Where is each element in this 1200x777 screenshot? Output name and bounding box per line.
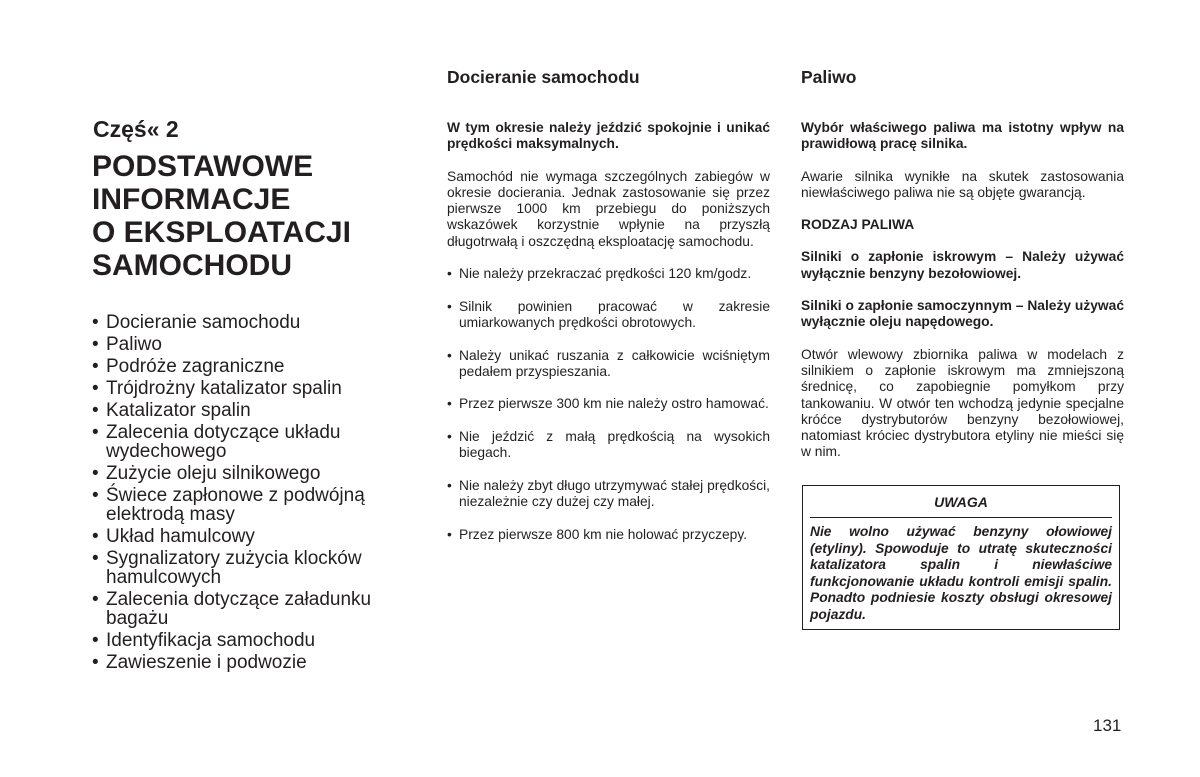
section-heading-break-in: Docieranie samochodu <box>447 67 640 87</box>
break-in-bullets <box>447 266 770 543</box>
chapter-title-line: SAMOCHODU <box>92 249 292 282</box>
part-label: Częś« 2 <box>93 116 179 142</box>
break-in-intro: Samochód nie wymaga szczególnych zabiegów w okresie docierania. Jednak zastosowanie się przez pierwsze 1000 km przebiegu do poniższych wskazówek korzystnie wpłynie na przyszłą długotrwałą i oszczędną eksploatację samochodu. <box>447 168 770 249</box>
break-in-lead: W tym okresie należy jeździć spokojnie i unikać prędkości maksymalnych. <box>447 120 770 152</box>
fuel-content <box>801 120 1124 477</box>
warning-divider <box>810 517 1112 518</box>
toc-item: • Zalecenia dotyczące układu wydechowego <box>92 423 361 461</box>
table-of-contents <box>92 313 422 675</box>
toc-item: • Zużycie oleju silnikowego <box>92 464 422 483</box>
bullet-item: • Nie jeździć z małą prędkością na wysokich biegach. <box>447 429 770 462</box>
bullet-item: • Nie należy zbyt długo utrzymywać stałej prędkości, niezależnie czy dużej czy małej. <box>447 478 770 511</box>
toc-item: • Docieranie samochodu <box>92 313 422 332</box>
bullet-item: • Należy unikać ruszania z całkowicie wciśniętym pedałem przyspieszania. <box>447 348 770 381</box>
fuel-spark-ignition: Silniki o zapłonie iskrowym – Należy używać wyłącznie benzyny bezołowiowej. <box>801 249 1124 281</box>
warning-title: UWAGA <box>934 494 988 510</box>
toc-item: • Sygnalizatory zużycia klocków hamulcowych <box>92 549 381 587</box>
toc-item: • Zawieszenie i podwozie <box>92 653 422 672</box>
toc-item: • Podróże zagraniczne <box>92 357 422 376</box>
break-in-content <box>447 120 770 559</box>
toc-item: • Paliwo <box>92 335 422 354</box>
fuel-compression-ignition: Silniki o zapłonie samoczynnym – Należy używać wyłącznie oleju napędowego. <box>801 298 1124 330</box>
chapter-title-line: O EKSPLOATACJI <box>92 216 351 249</box>
fuel-warranty-note: Awarie silnika wynikłe na skutek zastosowania niewłaściwego paliwa nie są objęte gwarancją. <box>801 168 1124 200</box>
fuel-type-heading: RODZAJ PALIWA <box>801 217 915 233</box>
fuel-filler-note: Otwór wlewowy zbiornika paliwa w modelach z silnikiem o zapłonie iskrowym ma zmniejszoną średnicę, co zapobiegnie pomyłkom przy tankowaniu. W otwór ten wchodzą jedynie specjalne króćce dystrybutorów benzyny bezołowiowej, natomiast króciec dystrybutora etyliny nie mieści się w nim. <box>801 346 1124 460</box>
toc-item: • Trójdrożny katalizator spalin <box>92 379 422 398</box>
fuel-lead: Wybór właściwego paliwa ma istotny wpływ na prawidłową pracę silnika. <box>801 120 1124 152</box>
toc-item: • Świece zapłonowe z podwójną elektrodą masy <box>92 486 381 524</box>
chapter-title <box>92 150 422 282</box>
chapter-title-line: PODSTAWOWE <box>92 150 314 183</box>
toc-item: • Katalizator spalin <box>92 401 422 420</box>
bullet-item: • Nie należy przekraczać prędkości 120 km/godz. <box>447 266 770 282</box>
bullet-item: • Przez pierwsze 300 km nie należy ostro hamować. <box>447 396 770 412</box>
bullet-item: • Przez pierwsze 800 km nie holować przyczepy. <box>447 527 770 543</box>
page-number: 131 <box>1093 716 1122 735</box>
warning-text: Nie wolno używać benzyny ołowiowej (etyliny). Spowoduje to utratę skuteczności katalizatora spalin i niewłaściwe funkcjonowanie układu kontroli emisji spalin. Ponadto podniesie koszty obsługi okresowej pojazdu. <box>810 524 1112 622</box>
chapter-title-line: INFORMACJE <box>92 183 291 216</box>
toc-item: • Układ hamulcowy <box>92 527 422 546</box>
warning-box <box>802 485 1120 630</box>
section-heading-fuel: Paliwo <box>801 67 857 87</box>
toc-item: • Zalecenia dotyczące załadunku bagażu <box>92 590 396 628</box>
toc-item: • Identyfikacja samochodu <box>92 631 422 650</box>
bullet-item: • Silnik powinien pracować w zakresie umiarkowanych prędkości obrotowych. <box>447 299 770 332</box>
